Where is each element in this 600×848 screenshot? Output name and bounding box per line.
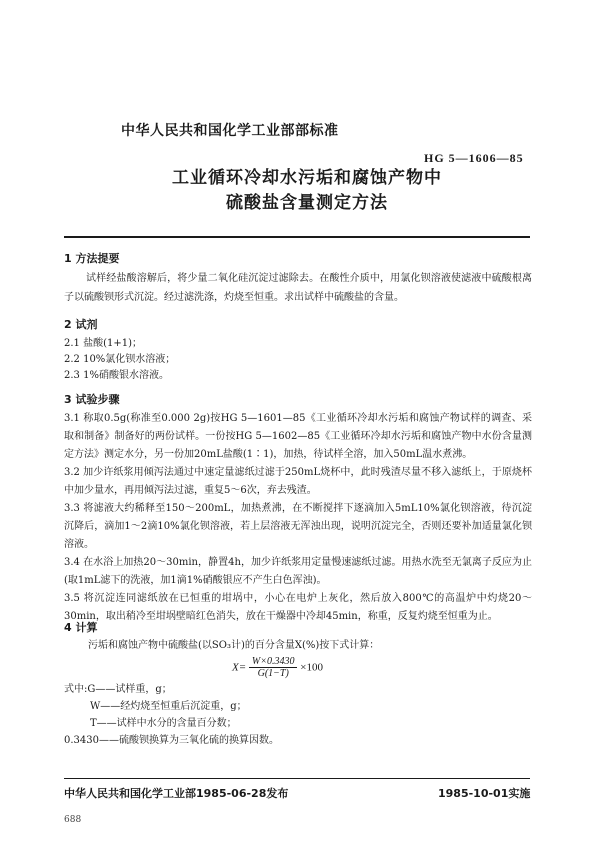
formula-lhs: X= [232, 661, 247, 674]
formula-rhs: ×100 [300, 661, 323, 674]
document-title [72, 166, 542, 216]
section-1-heading: 1 方法提要 [64, 252, 120, 265]
legend-item: W——经灼烧至恒重后沉淀重，g； [90, 701, 247, 712]
top-rule [64, 236, 530, 238]
step-3-1: 3.1 称取0.5g(称准至0.000 2g)按HG 5—1601—85《工业循环冷却水污垢和腐蚀产物试样的调查、采取和制备》制备好的两份试样。一份按HG 5—1602—85《工业循环冷却水污垢和腐蚀产物中水份含量测定方法》测定水分，另一份加20mL盐酸(1∶1)，加热，待试样全溶，加入50mL温水煮沸。 [64, 413, 532, 460]
legend-item: 式中:G——试样重，g； [64, 684, 172, 695]
title-line-2: 硫酸盐含量测定方法 [226, 193, 388, 213]
step-3-5: 3.5 将沉淀连同滤纸放在已恒重的坩埚中，小心在电炉上灰化，然后放入800℃的高温炉中灼烧20～30min，取出稍冷至坩埚壁暗红色消失，放在干燥器中冷却45min，称重，反复灼烧至恒重为止。 [64, 593, 532, 622]
section-3-heading: 3 试验步骤 [64, 393, 120, 406]
step-3-3: 3.3 将滤液大约稀释至150～200mL，加热煮沸，在不断搅拌下逐滴加入5mL10%氯化钡溶液，待沉淀沉降后，滴加1～2滴10%氯化钡溶液，若上层溶液无浑浊出现，说明沉淀完全，否则还要补加适量氯化钡溶液。 [64, 503, 532, 550]
page-number: 688 [64, 815, 82, 825]
reagent-item: 2.2 10%氯化钡水溶液； [64, 354, 176, 365]
standard-code: HG 5—1606—85 [424, 151, 524, 165]
formula [232, 656, 323, 679]
formula-numerator: W×0.3430 [249, 656, 298, 668]
issue-date: 中华人民共和国化学工业部1985-06-28发布 [64, 787, 289, 800]
section-4-heading: 4 计算 [64, 621, 98, 634]
title-line-1: 工业循环冷却水污垢和腐蚀产物中 [172, 168, 442, 188]
formula-fraction [249, 656, 298, 679]
legend-item: T——试样中水分的含量百分数； [90, 718, 237, 729]
bottom-rule [64, 778, 530, 779]
effective-date: 1985-10-01实施 [438, 787, 531, 800]
calculation-intro: 污垢和腐蚀产物中硫酸盐(以SO₃计)的百分含量X(%)按下式计算： [88, 640, 380, 651]
step-3-4: 3.4 在水浴上加热20～30min，静置4h，加少许纸浆用定量慢速滤纸过滤。用热水洗至无氯离子反应为止(取1mL滤下的洗液，加1滴1%硝酸银应不产生白色浑浊)。 [64, 557, 532, 586]
reagent-item: 2.1 盐酸(1+1)； [64, 338, 142, 349]
section-2-heading: 2 试剂 [64, 318, 98, 331]
legend-item: 0.3430——硫酸钡换算为三氧化硫的换算因数。 [64, 735, 279, 746]
step-3-2: 3.2 加少许纸浆用倾泻法通过中速定量滤纸过滤于250mL烧杯中，此时残渣尽量不移入滤纸上，于原烧杯中加少量水，再用倾泻法过滤，重复5～6次，弃去残渣。 [64, 467, 532, 496]
reagent-item: 2.3 1%硝酸银水溶液。 [64, 370, 169, 381]
formula-denominator: G(1−T) [257, 668, 289, 679]
section-1-body: 试样经盐酸溶解后，将少量二氧化硅沉淀过滤除去。在酸性介质中，用氯化钡溶液使滤液中硫酸根离子以硫酸钡形式沉淀。经过滤洗涤，灼烧至恒重。求出试样中硫酸盐的含量。 [64, 273, 532, 303]
ministry-heading: 中华人民共和国化学工业部部标准 [121, 123, 339, 139]
